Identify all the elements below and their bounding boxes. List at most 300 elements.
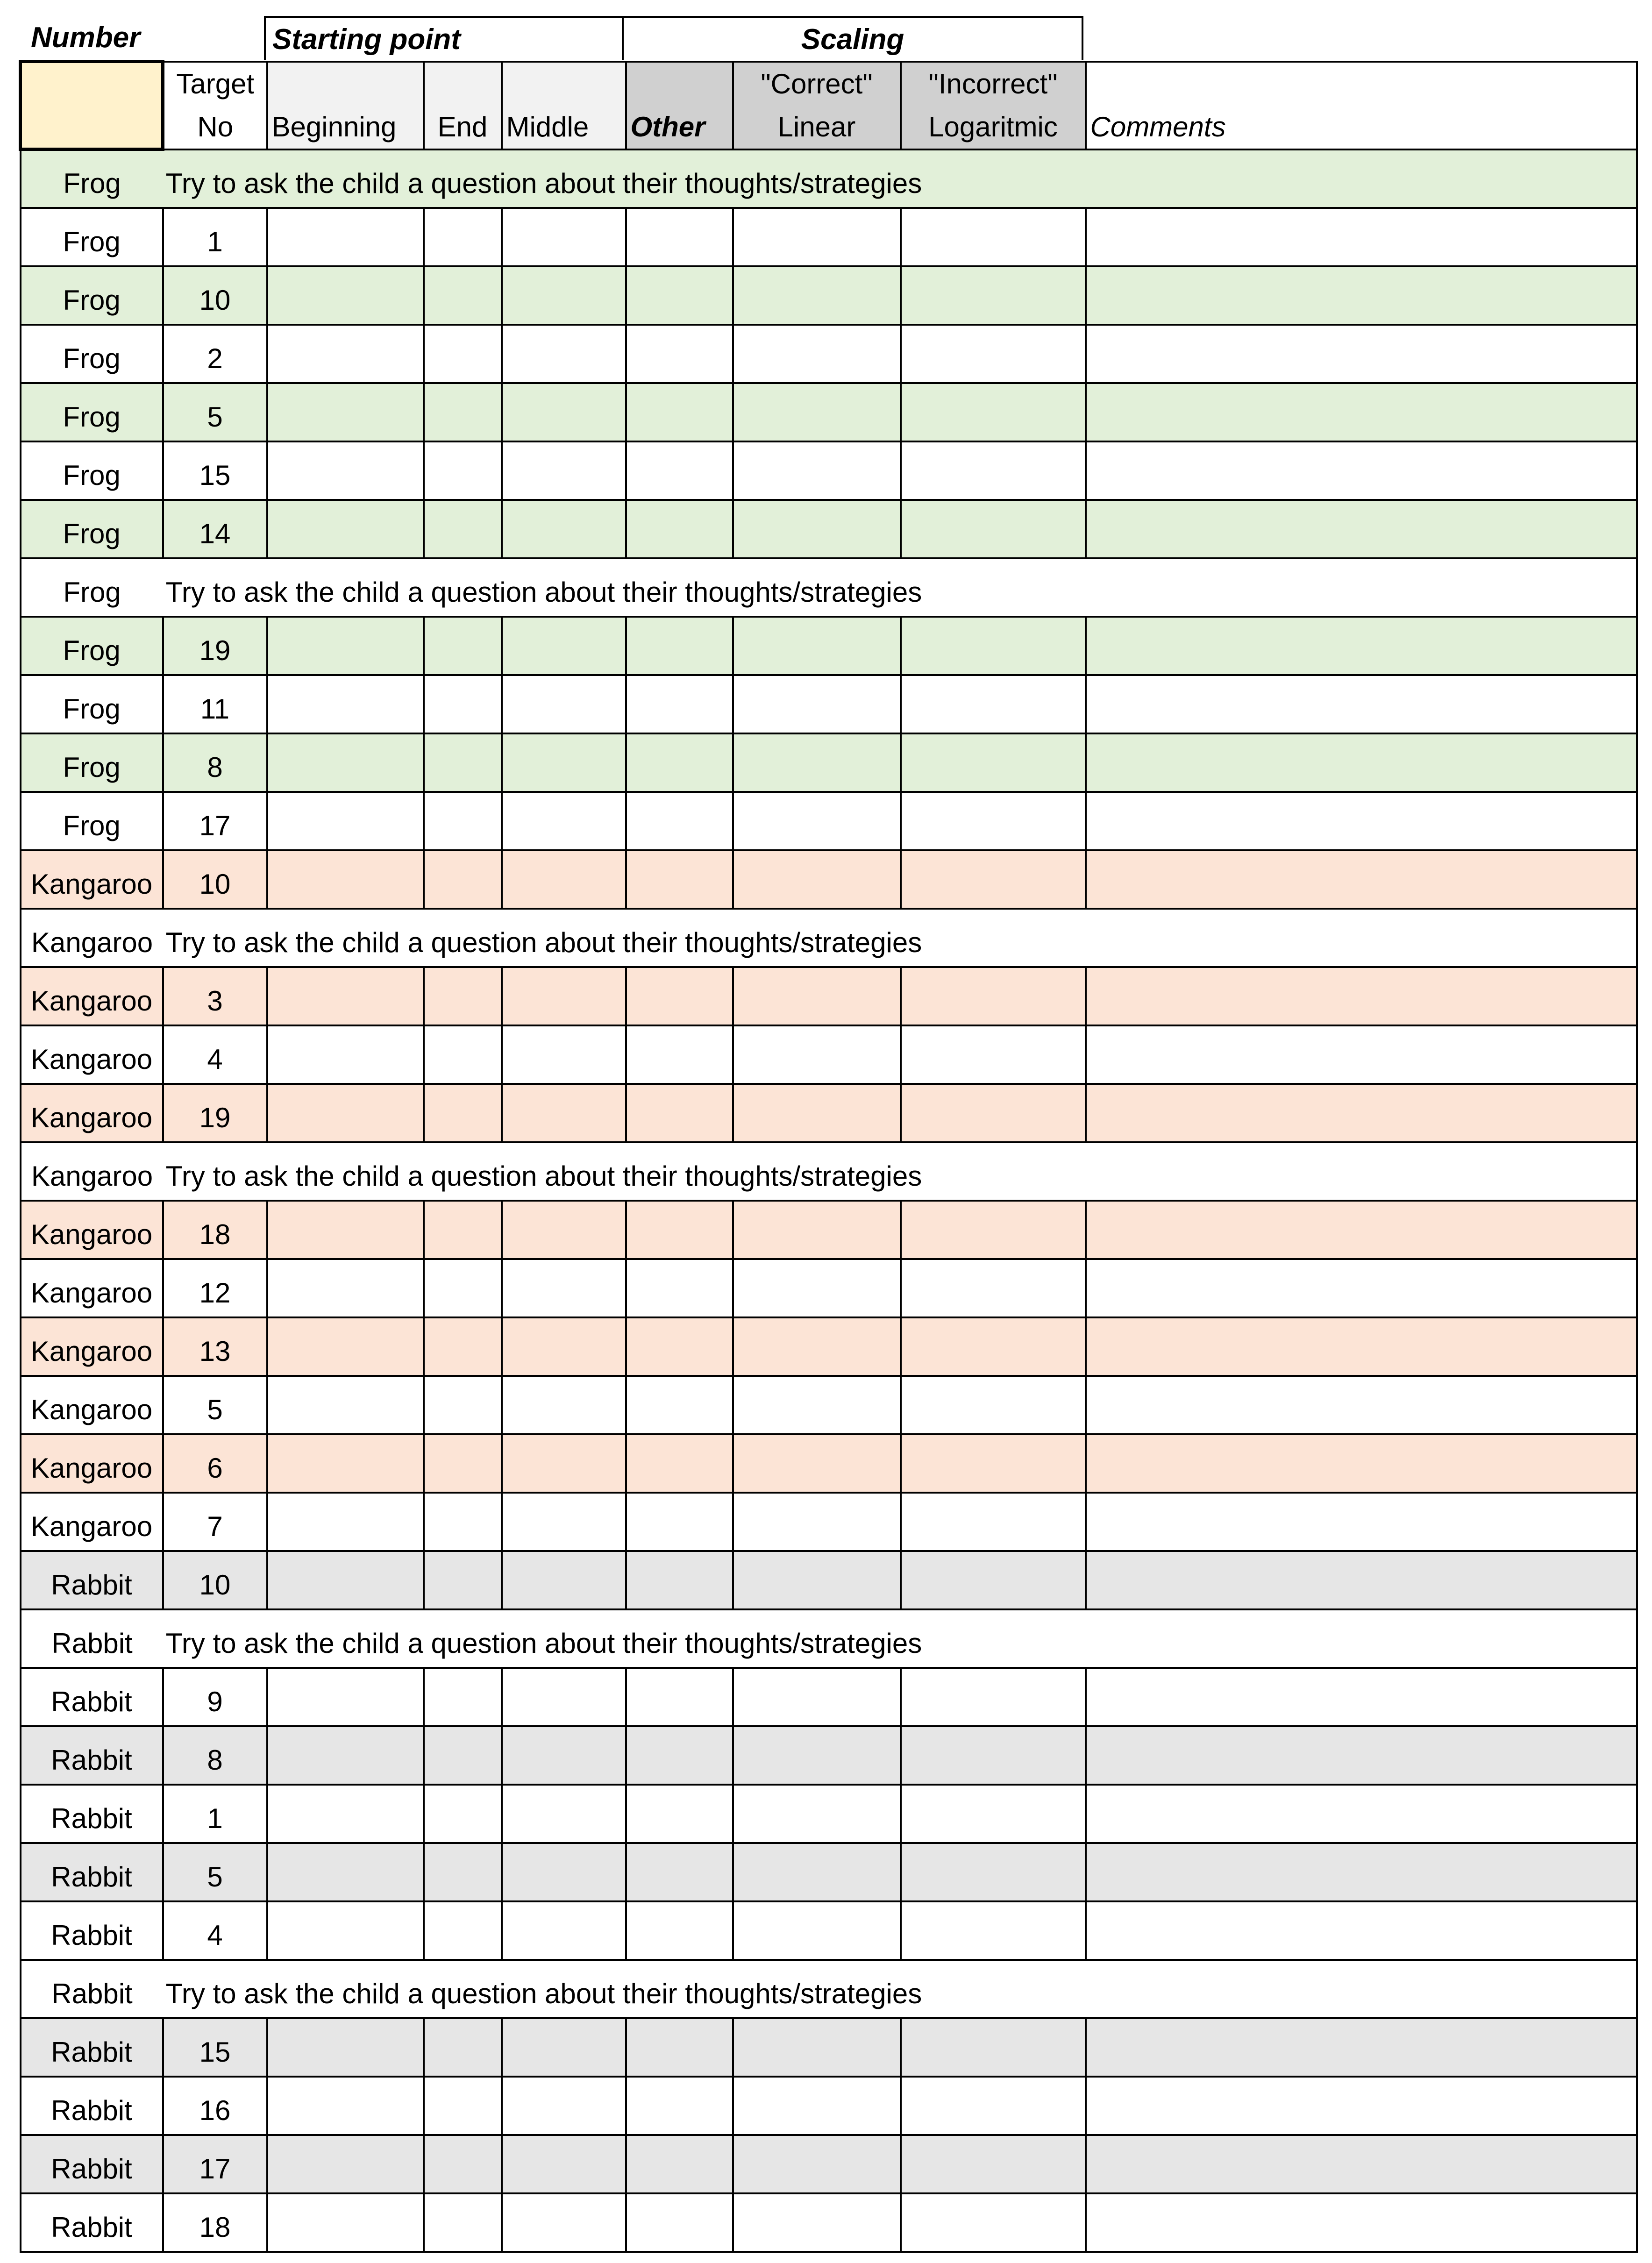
prompt-row	[21, 1960, 1637, 2018]
target-number-cell: 5	[163, 383, 267, 441]
other-cell[interactable]	[626, 1201, 733, 1259]
incorrect-logaritmic-cell[interactable]	[901, 733, 1086, 792]
table-row	[21, 1434, 1637, 1493]
end-cell[interactable]	[424, 1259, 502, 1317]
middle-cell[interactable]	[502, 967, 626, 1025]
other-cell[interactable]	[626, 500, 733, 558]
beginning-cell[interactable]	[267, 1726, 424, 1785]
comments-cell[interactable]	[1086, 1317, 1637, 1376]
correct-linear-cell[interactable]	[733, 792, 901, 850]
target-number-cell: 7	[163, 1493, 267, 1551]
end-cell[interactable]	[424, 792, 502, 850]
middle-cell[interactable]	[502, 1376, 626, 1434]
comments-cell[interactable]	[1086, 383, 1637, 441]
end-cell[interactable]	[424, 1493, 502, 1551]
animal-cell: Frog	[21, 792, 163, 850]
end-cell[interactable]	[424, 383, 502, 441]
target-number-cell: 1	[163, 1785, 267, 1843]
other-cell[interactable]	[626, 208, 733, 266]
middle-cell[interactable]	[502, 2135, 626, 2193]
beginning-cell[interactable]	[267, 2077, 424, 2135]
middle-cell[interactable]	[502, 1493, 626, 1551]
incorrect-logaritmic-cell[interactable]	[901, 1025, 1086, 1084]
animal-cell: Kangaroo	[21, 850, 163, 909]
header-beginning: Beginning	[267, 62, 424, 149]
end-cell[interactable]	[424, 325, 502, 383]
target-number-cell: 12	[163, 1259, 267, 1317]
table-row	[21, 617, 1637, 675]
correct-linear-cell[interactable]	[733, 1376, 901, 1434]
beginning-cell[interactable]	[267, 2135, 424, 2193]
table-row	[21, 1785, 1637, 1843]
middle-cell[interactable]	[502, 208, 626, 266]
animal-cell: Rabbit	[21, 1960, 163, 2018]
end-cell[interactable]	[424, 1434, 502, 1493]
incorrect-logaritmic-cell[interactable]	[901, 850, 1086, 909]
other-cell[interactable]	[626, 1259, 733, 1317]
end-cell[interactable]	[424, 675, 502, 733]
beginning-cell[interactable]	[267, 1434, 424, 1493]
beginning-cell[interactable]	[267, 1668, 424, 1726]
table-row	[21, 2135, 1637, 2193]
middle-cell[interactable]	[502, 1317, 626, 1376]
target-number-cell: 15	[163, 2018, 267, 2077]
header-correct-line1: "Correct"	[761, 68, 873, 100]
comments-cell[interactable]	[1086, 675, 1637, 733]
comments-cell[interactable]	[1086, 1843, 1637, 1901]
end-cell[interactable]	[424, 733, 502, 792]
other-cell[interactable]	[626, 850, 733, 909]
end-cell[interactable]	[424, 1551, 502, 1609]
correct-linear-cell[interactable]	[733, 1668, 901, 1726]
beginning-cell[interactable]	[267, 441, 424, 500]
header-target-no	[163, 62, 267, 149]
correct-linear-cell[interactable]	[733, 967, 901, 1025]
incorrect-logaritmic-cell[interactable]	[901, 266, 1086, 325]
beginning-cell[interactable]	[267, 500, 424, 558]
target-number-cell: 5	[163, 1843, 267, 1901]
beginning-cell[interactable]	[267, 266, 424, 325]
beginning-cell[interactable]	[267, 2193, 424, 2252]
header-incorrect-line2: Logaritmic	[928, 111, 1058, 142]
correct-linear-cell[interactable]	[733, 208, 901, 266]
prompt-row	[21, 149, 1637, 208]
end-cell[interactable]	[424, 1084, 502, 1142]
beginning-cell[interactable]	[267, 1376, 424, 1434]
incorrect-logaritmic-cell[interactable]	[901, 2193, 1086, 2252]
other-cell[interactable]	[626, 1434, 733, 1493]
animal-cell: Rabbit	[21, 1726, 163, 1785]
incorrect-logaritmic-cell[interactable]	[901, 441, 1086, 500]
incorrect-logaritmic-cell[interactable]	[901, 383, 1086, 441]
correct-linear-cell[interactable]	[733, 675, 901, 733]
end-cell[interactable]	[424, 1201, 502, 1259]
middle-cell[interactable]	[502, 266, 626, 325]
beginning-cell[interactable]	[267, 1901, 424, 1960]
other-cell[interactable]	[626, 2193, 733, 2252]
middle-cell[interactable]	[502, 675, 626, 733]
comments-cell[interactable]	[1086, 1025, 1637, 1084]
target-number-cell: 14	[163, 500, 267, 558]
middle-cell[interactable]	[502, 617, 626, 675]
incorrect-logaritmic-cell[interactable]	[901, 1376, 1086, 1434]
animal-cell: Kangaroo	[21, 967, 163, 1025]
end-cell[interactable]	[424, 2018, 502, 2077]
middle-cell[interactable]	[502, 1201, 626, 1259]
middle-cell[interactable]	[502, 2077, 626, 2135]
end-cell[interactable]	[424, 266, 502, 325]
table-row	[21, 733, 1637, 792]
end-cell[interactable]	[424, 500, 502, 558]
correct-linear-cell[interactable]	[733, 1025, 901, 1084]
beginning-cell[interactable]	[267, 967, 424, 1025]
incorrect-logaritmic-cell[interactable]	[901, 1317, 1086, 1376]
group-header-scaling: Scaling	[622, 16, 1083, 60]
incorrect-logaritmic-cell[interactable]	[901, 1901, 1086, 1960]
animal-cell: Kangaroo	[21, 1142, 163, 1201]
target-number-cell: 3	[163, 967, 267, 1025]
target-number-cell: 9	[163, 1668, 267, 1726]
group-header-starting-point: Starting point	[264, 16, 624, 60]
recording-table	[19, 60, 1638, 2253]
middle-cell[interactable]	[502, 733, 626, 792]
comments-cell[interactable]	[1086, 1084, 1637, 1142]
comments-cell[interactable]	[1086, 1551, 1637, 1609]
incorrect-logaritmic-cell[interactable]	[901, 1434, 1086, 1493]
correct-linear-cell[interactable]	[733, 617, 901, 675]
table-row	[21, 967, 1637, 1025]
beginning-cell[interactable]	[267, 1201, 424, 1259]
comments-cell[interactable]	[1086, 733, 1637, 792]
animal-cell: Frog	[21, 266, 163, 325]
incorrect-logaritmic-cell[interactable]	[901, 1084, 1086, 1142]
comments-cell[interactable]	[1086, 1434, 1637, 1493]
correct-linear-cell[interactable]	[733, 1901, 901, 1960]
beginning-cell[interactable]	[267, 2018, 424, 2077]
middle-cell[interactable]	[502, 792, 626, 850]
other-cell[interactable]	[626, 967, 733, 1025]
animal-cell: Rabbit	[21, 2193, 163, 2252]
comments-cell[interactable]	[1086, 967, 1637, 1025]
middle-cell[interactable]	[502, 1084, 626, 1142]
target-number-cell: 17	[163, 2135, 267, 2193]
middle-cell[interactable]	[502, 325, 626, 383]
incorrect-logaritmic-cell[interactable]	[901, 325, 1086, 383]
target-number-cell: 19	[163, 617, 267, 675]
middle-cell[interactable]	[502, 2018, 626, 2077]
correct-linear-cell[interactable]	[733, 850, 901, 909]
middle-cell[interactable]	[502, 1259, 626, 1317]
header-middle: Middle	[502, 62, 626, 149]
animal-cell: Frog	[21, 383, 163, 441]
correct-linear-cell[interactable]	[733, 2077, 901, 2135]
comments-cell[interactable]	[1086, 617, 1637, 675]
target-number-cell: 8	[163, 1726, 267, 1785]
other-cell[interactable]	[626, 1551, 733, 1609]
incorrect-logaritmic-cell[interactable]	[901, 1201, 1086, 1259]
animal-cell: Rabbit	[21, 1843, 163, 1901]
other-cell[interactable]	[626, 733, 733, 792]
middle-cell[interactable]	[502, 1843, 626, 1901]
middle-cell[interactable]	[502, 850, 626, 909]
correct-linear-cell[interactable]	[733, 1726, 901, 1785]
other-cell[interactable]	[626, 1901, 733, 1960]
table-row	[21, 1084, 1637, 1142]
other-cell[interactable]	[626, 1726, 733, 1785]
end-cell[interactable]	[424, 1317, 502, 1376]
other-cell[interactable]	[626, 1493, 733, 1551]
incorrect-logaritmic-cell[interactable]	[901, 208, 1086, 266]
incorrect-logaritmic-cell[interactable]	[901, 1551, 1086, 1609]
header-correct-line2: Linear	[777, 111, 856, 142]
beginning-cell[interactable]	[267, 1259, 424, 1317]
end-cell[interactable]	[424, 1025, 502, 1084]
beginning-cell[interactable]	[267, 617, 424, 675]
animal-cell: Frog	[21, 208, 163, 266]
other-cell[interactable]	[626, 383, 733, 441]
middle-cell[interactable]	[502, 1668, 626, 1726]
correct-linear-cell[interactable]	[733, 266, 901, 325]
end-cell[interactable]	[424, 208, 502, 266]
animal-cell: Frog	[21, 325, 163, 383]
correct-linear-cell[interactable]	[733, 1785, 901, 1843]
table-row	[21, 850, 1637, 909]
prompt-row	[21, 909, 1637, 967]
comments-cell[interactable]	[1086, 1259, 1637, 1317]
comments-cell[interactable]	[1086, 2193, 1637, 2252]
header-incorrect-logaritmic	[901, 62, 1086, 149]
correct-linear-cell[interactable]	[733, 1259, 901, 1317]
other-cell[interactable]	[626, 1025, 733, 1084]
comments-cell[interactable]	[1086, 500, 1637, 558]
other-cell[interactable]	[626, 266, 733, 325]
beginning-cell[interactable]	[267, 325, 424, 383]
comments-cell[interactable]	[1086, 1376, 1637, 1434]
target-number-cell: 5	[163, 1376, 267, 1434]
middle-cell[interactable]	[502, 441, 626, 500]
incorrect-logaritmic-cell[interactable]	[901, 1843, 1086, 1901]
end-cell[interactable]	[424, 2135, 502, 2193]
target-number-cell: 15	[163, 441, 267, 500]
other-cell[interactable]	[626, 792, 733, 850]
beginning-cell[interactable]	[267, 850, 424, 909]
correct-linear-cell[interactable]	[733, 1551, 901, 1609]
comments-cell[interactable]	[1086, 1493, 1637, 1551]
header-target-line1: Target	[176, 68, 255, 100]
correct-linear-cell[interactable]	[733, 2193, 901, 2252]
animal-cell: Frog	[21, 617, 163, 675]
end-cell[interactable]	[424, 2193, 502, 2252]
beginning-cell[interactable]	[267, 208, 424, 266]
end-cell[interactable]	[424, 1376, 502, 1434]
table-row	[21, 1259, 1637, 1317]
end-cell[interactable]	[424, 1901, 502, 1960]
incorrect-logaritmic-cell[interactable]	[901, 1726, 1086, 1785]
table-row	[21, 1201, 1637, 1259]
comments-cell[interactable]	[1086, 792, 1637, 850]
middle-cell[interactable]	[502, 500, 626, 558]
comments-cell[interactable]	[1086, 266, 1637, 325]
correct-linear-cell[interactable]	[733, 441, 901, 500]
animal-cell: Rabbit	[21, 1609, 163, 1668]
middle-cell[interactable]	[502, 1551, 626, 1609]
animal-cell: Kangaroo	[21, 909, 163, 967]
comments-cell[interactable]	[1086, 1201, 1637, 1259]
end-cell[interactable]	[424, 1843, 502, 1901]
incorrect-logaritmic-cell[interactable]	[901, 2018, 1086, 2077]
table-row	[21, 1901, 1637, 1960]
other-cell[interactable]	[626, 1668, 733, 1726]
comments-cell[interactable]	[1086, 2018, 1637, 2077]
incorrect-logaritmic-cell[interactable]	[901, 792, 1086, 850]
table-row	[21, 792, 1637, 850]
table-row	[21, 1317, 1637, 1376]
animal-cell: Kangaroo	[21, 1434, 163, 1493]
beginning-cell[interactable]	[267, 675, 424, 733]
animal-cell: Frog	[21, 675, 163, 733]
header-other: Other	[626, 62, 733, 149]
middle-cell[interactable]	[502, 1025, 626, 1084]
beginning-cell[interactable]	[267, 733, 424, 792]
target-number-cell: 19	[163, 1084, 267, 1142]
other-cell[interactable]	[626, 2077, 733, 2135]
incorrect-logaritmic-cell[interactable]	[901, 675, 1086, 733]
middle-cell[interactable]	[502, 1434, 626, 1493]
table-row	[21, 383, 1637, 441]
target-number-cell: 18	[163, 1201, 267, 1259]
target-number-cell: 18	[163, 2193, 267, 2252]
target-number-cell: 4	[163, 1025, 267, 1084]
other-cell[interactable]	[626, 1084, 733, 1142]
animal-cell: Rabbit	[21, 2135, 163, 2193]
animal-cell: Rabbit	[21, 1901, 163, 1960]
incorrect-logaritmic-cell[interactable]	[901, 617, 1086, 675]
table-row	[21, 208, 1637, 266]
comments-cell[interactable]	[1086, 2135, 1637, 2193]
target-number-cell: 6	[163, 1434, 267, 1493]
end-cell[interactable]	[424, 850, 502, 909]
target-number-cell: 11	[163, 675, 267, 733]
incorrect-logaritmic-cell[interactable]	[901, 1785, 1086, 1843]
comments-cell[interactable]	[1086, 208, 1637, 266]
prompt-row	[21, 1609, 1637, 1668]
correct-linear-cell[interactable]	[733, 733, 901, 792]
comments-cell[interactable]	[1086, 1726, 1637, 1785]
prompt-note: Try to ask the child a question about their thoughts/strategies	[163, 1960, 1637, 2018]
header-swatch-cell	[21, 62, 163, 149]
other-cell[interactable]	[626, 617, 733, 675]
middle-cell[interactable]	[502, 1726, 626, 1785]
incorrect-logaritmic-cell[interactable]	[901, 1668, 1086, 1726]
middle-cell[interactable]	[502, 1785, 626, 1843]
table-row	[21, 1551, 1637, 1609]
table-row	[21, 1668, 1637, 1726]
other-cell[interactable]	[626, 441, 733, 500]
beginning-cell[interactable]	[267, 1493, 424, 1551]
animal-cell: Kangaroo	[21, 1201, 163, 1259]
middle-cell[interactable]	[502, 2193, 626, 2252]
other-cell[interactable]	[626, 1843, 733, 1901]
comments-cell[interactable]	[1086, 850, 1637, 909]
beginning-cell[interactable]	[267, 1785, 424, 1843]
correct-linear-cell[interactable]	[733, 2018, 901, 2077]
beginning-cell[interactable]	[267, 792, 424, 850]
end-cell[interactable]	[424, 967, 502, 1025]
correct-linear-cell[interactable]	[733, 2135, 901, 2193]
animal-cell: Rabbit	[21, 1785, 163, 1843]
correct-linear-cell[interactable]	[733, 1084, 901, 1142]
group-header-number: Number	[31, 21, 141, 54]
middle-cell[interactable]	[502, 1901, 626, 1960]
incorrect-logaritmic-cell[interactable]	[901, 1493, 1086, 1551]
end-cell[interactable]	[424, 441, 502, 500]
beginning-cell[interactable]	[267, 1084, 424, 1142]
prompt-note: Try to ask the child a question about their thoughts/strategies	[163, 909, 1637, 967]
end-cell[interactable]	[424, 1726, 502, 1785]
incorrect-logaritmic-cell[interactable]	[901, 967, 1086, 1025]
animal-cell: Frog	[21, 558, 163, 617]
table-row	[21, 1025, 1637, 1084]
middle-cell[interactable]	[502, 383, 626, 441]
correct-linear-cell[interactable]	[733, 325, 901, 383]
other-cell[interactable]	[626, 2135, 733, 2193]
correct-linear-cell[interactable]	[733, 500, 901, 558]
beginning-cell[interactable]	[267, 383, 424, 441]
incorrect-logaritmic-cell[interactable]	[901, 2135, 1086, 2193]
target-number-cell: 10	[163, 1551, 267, 1609]
correct-linear-cell[interactable]	[733, 1434, 901, 1493]
column-header-row	[21, 62, 1637, 149]
correct-linear-cell[interactable]	[733, 1493, 901, 1551]
beginning-cell[interactable]	[267, 1317, 424, 1376]
end-cell[interactable]	[424, 1785, 502, 1843]
incorrect-logaritmic-cell[interactable]	[901, 500, 1086, 558]
table-row	[21, 2018, 1637, 2077]
comments-cell[interactable]	[1086, 325, 1637, 383]
other-cell[interactable]	[626, 1376, 733, 1434]
correct-linear-cell[interactable]	[733, 1201, 901, 1259]
comments-cell[interactable]	[1086, 1668, 1637, 1726]
animal-cell: Kangaroo	[21, 1317, 163, 1376]
table-row	[21, 441, 1637, 500]
beginning-cell[interactable]	[267, 1551, 424, 1609]
animal-cell: Kangaroo	[21, 1259, 163, 1317]
other-cell[interactable]	[626, 1785, 733, 1843]
other-cell[interactable]	[626, 325, 733, 383]
other-cell[interactable]	[626, 1317, 733, 1376]
comments-cell[interactable]	[1086, 1901, 1637, 1960]
other-cell[interactable]	[626, 2018, 733, 2077]
comments-cell[interactable]	[1086, 1785, 1637, 1843]
end-cell[interactable]	[424, 617, 502, 675]
prompt-note: Try to ask the child a question about their thoughts/strategies	[163, 149, 1637, 208]
target-number-cell: 2	[163, 325, 267, 383]
end-cell[interactable]	[424, 2077, 502, 2135]
incorrect-logaritmic-cell[interactable]	[901, 1259, 1086, 1317]
comments-cell[interactable]	[1086, 2077, 1637, 2135]
correct-linear-cell[interactable]	[733, 383, 901, 441]
beginning-cell[interactable]	[267, 1843, 424, 1901]
correct-linear-cell[interactable]	[733, 1843, 901, 1901]
beginning-cell[interactable]	[267, 1025, 424, 1084]
target-number-cell: 1	[163, 208, 267, 266]
comments-cell[interactable]	[1086, 441, 1637, 500]
correct-linear-cell[interactable]	[733, 1317, 901, 1376]
end-cell[interactable]	[424, 1668, 502, 1726]
table-row	[21, 266, 1637, 325]
other-cell[interactable]	[626, 675, 733, 733]
incorrect-logaritmic-cell[interactable]	[901, 2077, 1086, 2135]
